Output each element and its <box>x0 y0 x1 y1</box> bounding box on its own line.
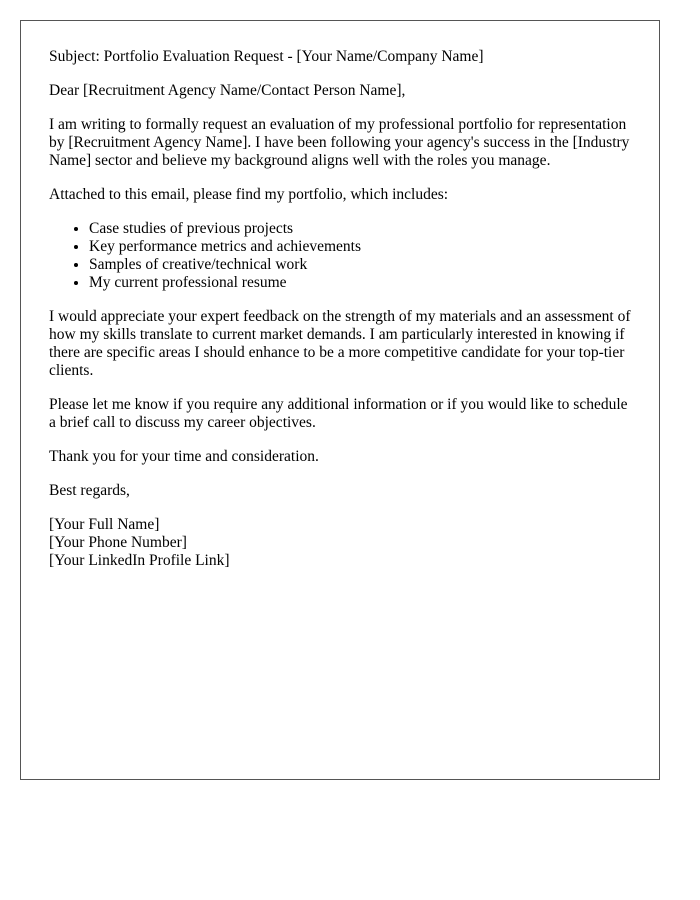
signature-phone: [Your Phone Number] <box>49 534 187 551</box>
list-item: • My current professional resume <box>89 274 631 292</box>
list-item: • Case studies of previous projects <box>89 220 631 238</box>
body-paragraph-thanks: Thank you for your time and consideration. <box>49 448 319 465</box>
portfolio-contents-list <box>49 220 631 292</box>
closing: Best regards, <box>49 482 130 499</box>
body-paragraph-intro: I am writing to formally request an evaluation of my professional portfolio for representation by [Recruitment Agency Name]. I have been following your agency's success in the [Industry Name] sector and believe my background aligns well with the roles you manage. <box>49 116 630 169</box>
signature-linkedin: [Your LinkedIn Profile Link] <box>49 552 230 569</box>
body-paragraph-feedback: I would appreciate your expert feedback on the strength of my materials and an assessment of how my skills translate to current market demands. I am particularly interested in knowing if there are specific areas I should enhance to be a more competitive candidate for your top-tier clients. <box>49 308 631 379</box>
subject-line: Subject: Portfolio Evaluation Request - [Your Name/Company Name] <box>49 48 484 65</box>
body-paragraph-followup: Please let me know if you require any additional information or if you would like to schedule a brief call to discuss my career objectives. <box>49 396 628 431</box>
letter-container <box>20 20 660 780</box>
signature-name: [Your Full Name] <box>49 516 160 533</box>
signature-block <box>49 516 631 570</box>
list-item: • Key performance metrics and achievements <box>89 238 631 256</box>
greeting: Dear [Recruitment Agency Name/Contact Person Name], <box>49 82 406 99</box>
list-item: • Samples of creative/technical work <box>89 256 631 274</box>
body-paragraph-attachments: Attached to this email, please find my portfolio, which includes: <box>49 186 449 203</box>
